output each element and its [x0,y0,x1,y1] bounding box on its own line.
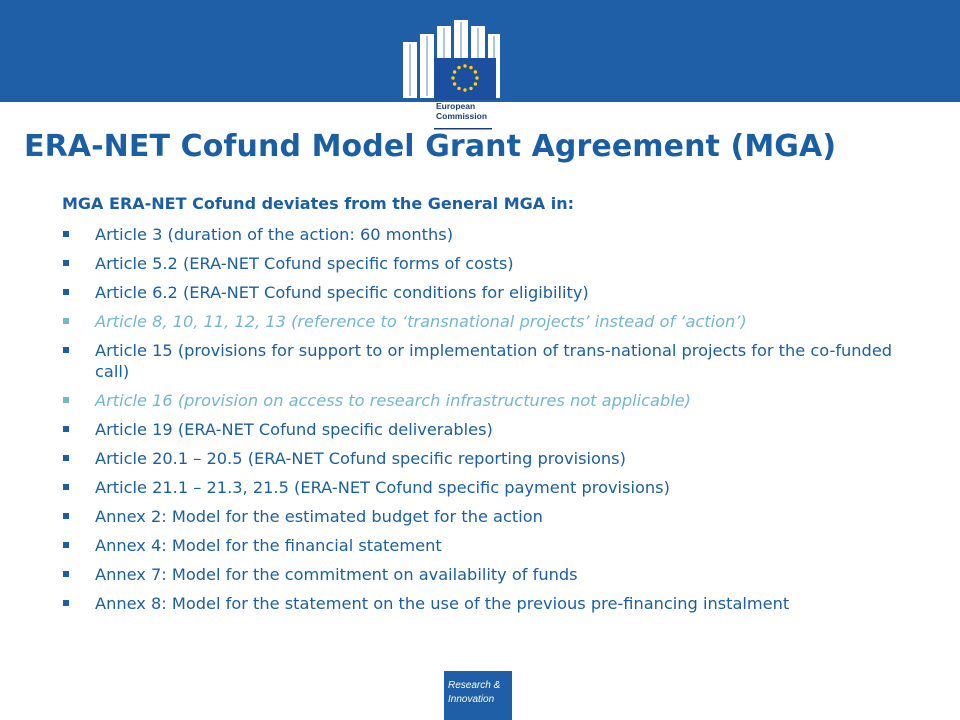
list-item: Article 6.2 (ERA-NET Cofund specific conditions for eligibility) [62,282,922,303]
logo-line-1: European [436,101,476,111]
intro-text: MGA ERA-NET Cofund deviates from the General MGA in: [62,194,574,213]
list-item: Article 5.2 (ERA-NET Cofund specific forms of costs) [62,253,922,274]
list-item: Annex 4: Model for the financial statement [62,535,922,556]
list-item: Article 8, 10, 11, 12, 13 (reference to ‘transnational projects’ instead of ‘action’) [62,311,922,332]
list-item: Article 19 (ERA-NET Cofund specific deliverables) [62,419,922,440]
list-item: Article 3 (duration of the action: 60 months) [62,224,922,245]
list-item: Annex 2: Model for the estimated budget for the action [62,506,922,527]
deviation-list [62,224,922,614]
research-innovation-badge [444,671,512,720]
list-item: Article 15 (provisions for support to or implementation of trans-national projects for the co-funded call) [62,340,922,382]
slide-title: ERA-NET Cofund Model Grant Agreement (MGA) [24,129,837,164]
logo-line-2: Commission [436,111,488,121]
slide-body [62,194,922,622]
badge-line-2: Innovation [448,694,495,705]
badge-line-1: Research & [448,680,501,691]
list-item: Article 16 (provision on access to research infrastructures not applicable) [62,390,922,411]
list-item: Annex 8: Model for the statement on the use of the previous pre-financing instalment [62,593,922,614]
logo-wordmark [436,101,487,121]
list-item: Annex 7: Model for the commitment on availability of funds [62,564,922,585]
list-item: Article 21.1 – 21.3, 21.5 (ERA-NET Cofund specific payment provisions) [62,477,922,498]
list-item: Article 20.1 – 20.5 (ERA-NET Cofund specific reporting provisions) [62,448,922,469]
